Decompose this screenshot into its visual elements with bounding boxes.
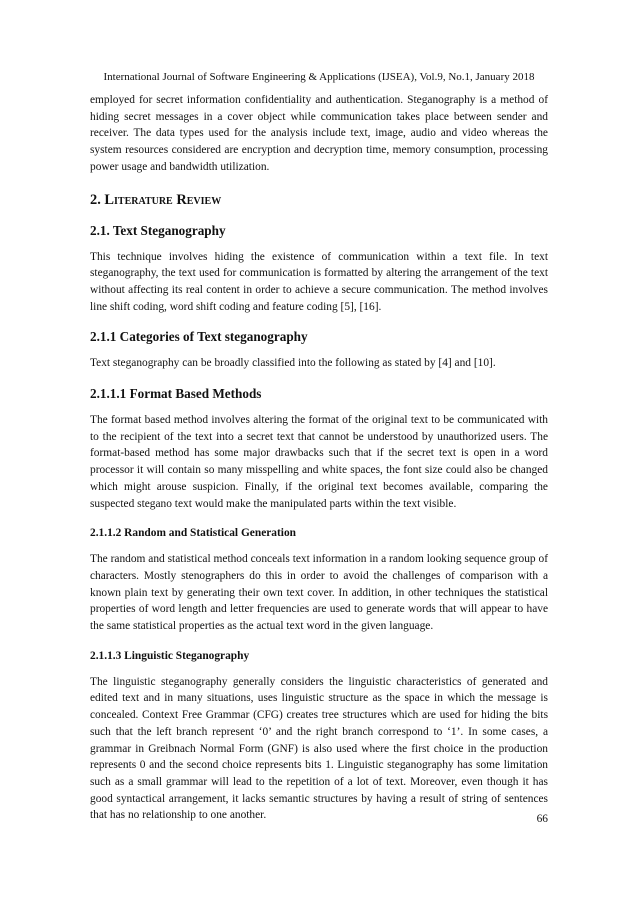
section-number: 2.	[90, 191, 101, 208]
subsection-heading-format-based: 2.1.1.1 Format Based Methods	[90, 386, 262, 402]
section-title-word-1-initial: L	[104, 191, 115, 208]
subsection-heading-linguistic: 2.1.1.3 Linguistic Steganography	[90, 649, 250, 662]
section-title-word-2-rest: eview	[186, 191, 222, 208]
format-based-paragraph: The format based method involves altering the format of the original text to be communicated with to the recipient of the text into a secret text that cannot be understood by unauthorized users. The format-based method has some major drawbacks such that if the secret text is open in a word processor it will contain so many misspelling and white spaces, the font size could also be changed which might arouse suspicion. Finally, if the original text becomes available, comparing the suspected stegano text would make the manipulated parts within the text visible.	[90, 414, 548, 510]
random-statistical-paragraph: The random and statistical method conceals text information in a random looking sequence group of characters. Mostly stenographers do this in order to avoid the challenges of comparison with a known plain text by generating their own text cover. In addition, in other techniques the statistical properties of word length and letter frequencies are used to generate words that will appear to have the same statistical properties as the actual text word in the given language.	[90, 553, 548, 633]
linguistic-paragraph: The linguistic steganography generally considers the linguistic characteristics of generated and edited text and in many situations, uses linguistic structure as the space in which the message is concealed. Context Free Grammar (CFG) creates tree structures which are used for hiding the bits such that the left branch represent ‘0’ and the right branch correspond to ‘1’. In some cases, a grammar in Greibnach Normal Form (GNF) is also used where the first choice in the production represents 0 and the second choice represents bits 1. Linguistic steganography has some limitation such as a small grammar will lead to the repetition of a lot of text. Moreover, even though it has good syntactical arrangement, it lacks semantic structures by having a result of string of sentences that has no relationship to one another.	[90, 675, 548, 822]
section-title-word-1-rest: iterature	[114, 191, 173, 208]
subsection-heading-text-steganography: 2.1. Text Steganography	[90, 222, 226, 238]
subsection-heading-random-statistical: 2.1.1.2 Random and Statistical Generation	[90, 527, 296, 540]
categories-paragraph: Text steganography can be broadly classified into the following as stated by [4] and [10].	[90, 357, 496, 370]
section-heading-literature-review	[90, 191, 548, 209]
article-body	[90, 92, 548, 824]
section-title-word-2-initial: R	[176, 191, 187, 208]
text-steganography-paragraph: This technique involves hiding the existence of communication within a text file. In text steganography, the text used for communication is formatted by altering the arrangement of the text without affecting its real content in order to achieve a secure communication. The method involves line shift coding, word shift coding and feature coding [5], [16].	[90, 250, 548, 313]
running-header: International Journal of Software Engineering & Applications (IJSEA), Vol.9, No.1, January 2018	[103, 71, 535, 83]
page-number: 66	[536, 813, 548, 825]
subsection-heading-categories: 2.1.1 Categories of Text steganography	[90, 329, 308, 345]
intro-paragraph: employed for secret information confidentiality and authentication. Steganography is a method of hiding secret messages in a cover object while communication takes place between sender and receiver. The data types used for the analysis include text, image, audio and video whereas the system resources considered are encryption and decryption time, memory consumption, processing power usage and bandwidth utilization.	[90, 94, 548, 173]
